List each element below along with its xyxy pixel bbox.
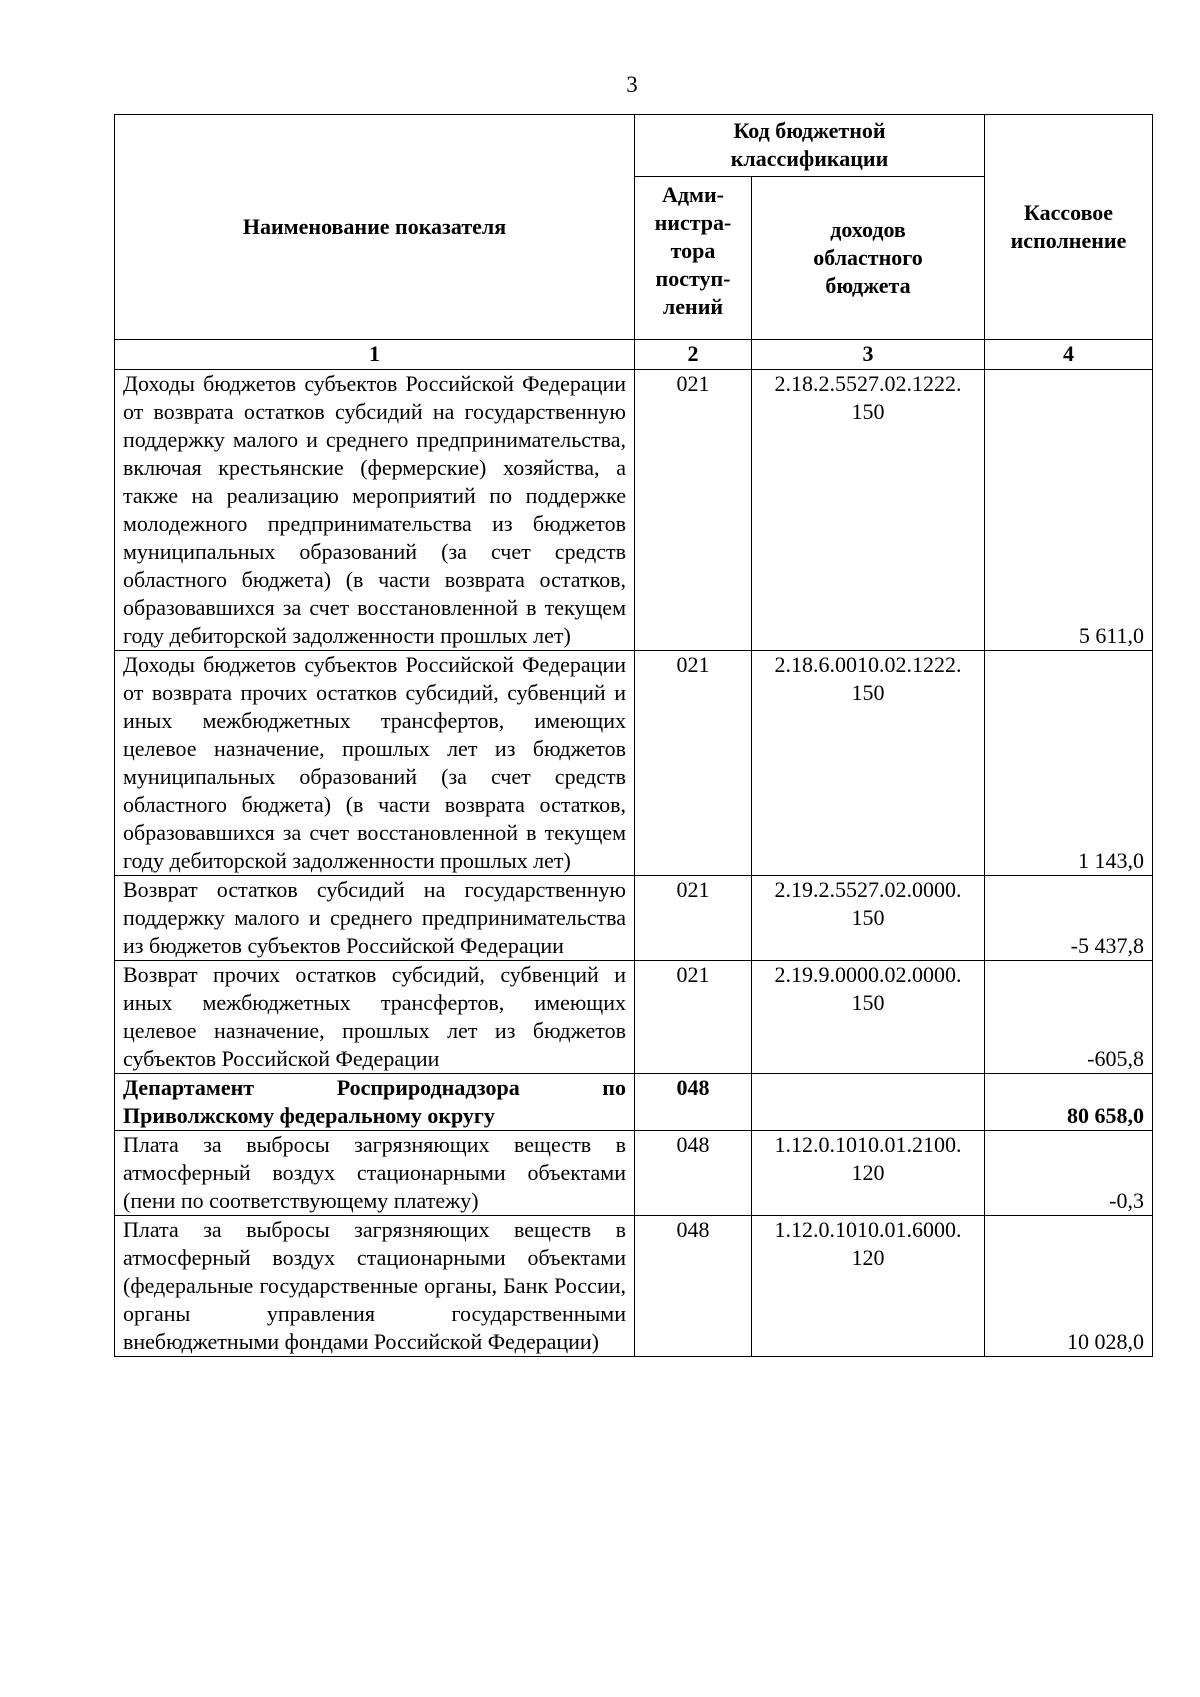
table-row (115, 1131, 1153, 1216)
budget-table (114, 114, 1153, 1357)
amount-cell (985, 1074, 1153, 1131)
indicator-name: Доходы бюджетов субъектов Российской Федерации от возврата остатков субсидий на государственную поддержку малого и среднего предпринимательства, включая крестьянские (фермерские) хозяйства, а также на реализацию мероприятий по поддержке молодежного предпринимательства из бюджетов муниципальных образований (за счет средств областного бюджета) (в части возврата остатков, образовавшихся за счет восстановленной в текущем году дебиторской задолженности прошлых лет) (115, 370, 635, 651)
header-execution: Кассовое исполнение (985, 115, 1153, 340)
income-code: 2.19.2.5527.02.0000. 150 (752, 876, 985, 961)
amount-cell (985, 651, 1153, 876)
column-number-2: 2 (635, 340, 752, 370)
income-code: 2.19.9.0000.02.0000. 150 (752, 961, 985, 1074)
indicator-name: Доходы бюджетов субъектов Российской Федерации от возврата прочих остатков субсидий, субвенций и иных межбюджетных трансфертов, имеющих целевое назначение, прошлых лет из бюджетов муниципальных образований (за счет средств областного бюджета) (в части возврата остатков, образовавшихся за счет восстановленной в текущем году дебиторской задолженности прошлых лет) (115, 651, 635, 876)
admin-code: 021 (635, 651, 752, 876)
cash-execution-amount: -0,3 (1109, 1188, 1144, 1213)
cash-execution-amount: -605,8 (1087, 1046, 1144, 1071)
admin-code: 021 (635, 370, 752, 651)
income-code (752, 1074, 985, 1131)
table-row (115, 1216, 1153, 1357)
table-row (115, 1074, 1153, 1131)
income-code: 1.12.0.1010.01.2100. 120 (752, 1131, 985, 1216)
cash-execution-amount: 80 658,0 (1067, 1103, 1144, 1128)
admin-code: 021 (635, 961, 752, 1074)
cash-execution-amount: 10 028,0 (1067, 1329, 1144, 1354)
admin-code: 048 (635, 1131, 752, 1216)
cash-execution-amount: 5 611,0 (1078, 623, 1144, 648)
cash-execution-amount: 1 143,0 (1078, 848, 1144, 873)
table-body (115, 370, 1153, 1357)
admin-code: 048 (635, 1216, 752, 1357)
column-number-4: 4 (985, 340, 1153, 370)
amount-cell (985, 876, 1153, 961)
header-name: Наименование показателя (115, 115, 635, 340)
cash-execution-amount: -5 437,8 (1070, 933, 1144, 958)
admin-code: 048 (635, 1074, 752, 1131)
table-row (115, 876, 1153, 961)
indicator-name: Плата за выбросы загрязняющих веществ в атмосферный воздух стационарными объектами (пени по соответствующему платежу) (115, 1131, 635, 1216)
table-row (115, 651, 1153, 876)
indicator-name: Возврат прочих остатков субсидий, субвенций и иных межбюджетных трансфертов, имеющих целевое назначение, прошлых лет из бюджетов субъектов Российской Федерации (115, 961, 635, 1074)
table-row (115, 370, 1153, 651)
header-code-group: Код бюджетной классификации (635, 115, 985, 177)
amount-cell (985, 961, 1153, 1074)
income-code: 1.12.0.1010.01.6000. 120 (752, 1216, 985, 1357)
indicator-name: Возврат остатков субсидий на государственную поддержку малого и среднего предпринимательства из бюджетов субъектов Российской Федерации (115, 876, 635, 961)
amount-cell (985, 1216, 1153, 1357)
income-code: 2.18.6.0010.02.1222. 150 (752, 651, 985, 876)
amount-cell (985, 370, 1153, 651)
indicator-name: Плата за выбросы загрязняющих веществ в атмосферный воздух стационарными объектами (федеральные государственные органы, Банк России, органы управления государственными внебюджетными фондами Российской Федерации) (115, 1216, 635, 1357)
column-number-1: 1 (115, 340, 635, 370)
header-admin: Адми- нистра- тора поступ- лений (635, 177, 752, 340)
amount-cell (985, 1131, 1153, 1216)
header-income: доходов областного бюджета (752, 177, 985, 340)
income-code: 2.18.2.5527.02.1222. 150 (752, 370, 985, 651)
column-number-3: 3 (752, 340, 985, 370)
page-number: 3 (626, 72, 638, 97)
table-row (115, 961, 1153, 1074)
indicator-name: Департамент Росприроднадзора по Приволжскому федеральному округу (115, 1074, 635, 1131)
admin-code: 021 (635, 876, 752, 961)
